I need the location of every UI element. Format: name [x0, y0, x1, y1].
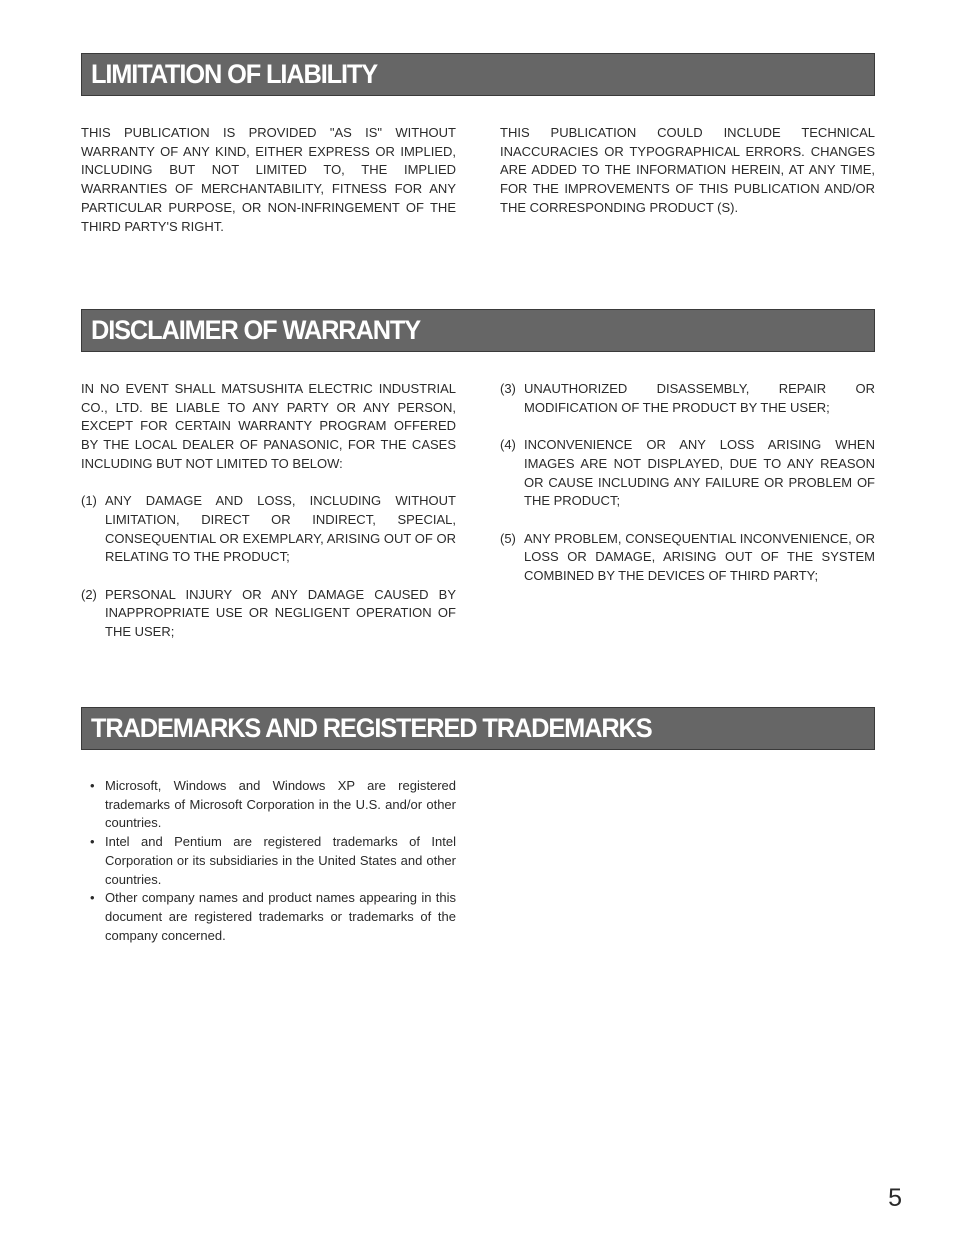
bullet-icon: •	[90, 834, 95, 850]
warranty-left-column	[81, 380, 456, 642]
bullet-icon: •	[90, 778, 95, 793]
warranty-item	[500, 380, 875, 417]
item-number: (1)	[81, 493, 97, 509]
warranty-intro: IN NO EVENT SHALL MATSUSHITA ELECTRIC INDUSTRIAL CO., LTD. BE LIABLE TO ANY PARTY OR ANY PERSON, EXCEPT FOR CERTAIN WARRANTY PROGRAM OFFERED BY THE LOCAL DEALER OF PANASONIC, FOR THE CASES INCLUDING BUT NOT LIMITED TO BELOW:	[81, 381, 456, 471]
liability-paragraph: THIS PUBLICATION IS PROVIDED "AS IS" WITHOUT WARRANTY OF ANY KIND, EITHER EXPRESS OR IMPLIED, INCLUDING BUT NOT LIMITED TO, THE IMPLIED WARRANTIES OF MERCHANTABILITY, FITNESS FOR ANY PARTICULAR PURPOSE, OR NON-INFRINGEMENT OF THE THIRD PARTY'S RIGHT.	[81, 125, 456, 234]
item-number: (4)	[500, 437, 516, 453]
warranty-item	[81, 492, 456, 567]
page-number: 5	[888, 1184, 902, 1212]
item-text: UNAUTHORIZED DISASSEMBLY, REPAIR OR MODIFICATION OF THE PRODUCT BY THE USER;	[524, 381, 875, 415]
section-title: DISCLAIMER OF WARRANTY	[91, 315, 421, 345]
list-item	[90, 777, 456, 833]
section-header-liability	[81, 53, 875, 96]
item-text: INCONVENIENCE OR ANY LOSS ARISING WHEN IMAGES ARE NOT DISPLAYED, DUE TO ANY REASON OR CAUSE INCLUDING ANY FAILURE OR PROBLEM OF THE PRODUCT;	[524, 437, 875, 509]
section-title: TRADEMARKS AND REGISTERED TRADEMARKS	[91, 713, 652, 743]
bullet-icon: •	[90, 890, 95, 906]
list-item-text: Microsoft, Windows and Windows XP are registered trademarks of Microsoft Corporation in the U.S. and/or other countries.	[105, 778, 456, 831]
trademark-list	[90, 777, 456, 945]
section-header-trademarks	[81, 707, 875, 750]
warranty-item	[81, 586, 456, 642]
item-text: ANY DAMAGE AND LOSS, INCLUDING WITHOUT LIMITATION, DIRECT OR INDIRECT, SPECIAL, CONSEQUENTIAL OR EXEMPLARY, ARISING OUT OF OR RELATING TO THE PRODUCT;	[105, 493, 456, 565]
liability-right-column	[500, 124, 875, 218]
list-item-text: Intel and Pentium are registered trademarks of Intel Corporation or its subsidiaries in the United States and other countries.	[105, 834, 456, 887]
liability-left-column	[81, 124, 456, 236]
item-number: (2)	[81, 586, 97, 602]
item-text: PERSONAL INJURY OR ANY DAMAGE CAUSED BY INAPPROPRIATE USE OR NEGLIGENT OPERATION OF THE USER;	[105, 586, 456, 640]
item-number: (3)	[500, 381, 516, 396]
warranty-item	[500, 530, 875, 586]
section-title: LIMITATION OF LIABILITY	[91, 59, 378, 89]
list-item	[90, 889, 456, 945]
warranty-right-column	[500, 380, 875, 586]
list-item	[90, 833, 456, 889]
section-header-warranty	[81, 309, 875, 352]
list-item-text: Other company names and product names appearing in this document are registered trademarks or trademarks of the company concerned.	[105, 890, 456, 943]
item-text: ANY PROBLEM, CONSEQUENTIAL INCONVENIENCE, OR LOSS OR DAMAGE, ARISING OUT OF THE SYSTEM COMBINED BY THE DEVICES OF THIRD PARTY;	[524, 530, 875, 583]
warranty-item	[500, 436, 875, 511]
liability-paragraph: THIS PUBLICATION COULD INCLUDE TECHNICAL INACCURACIES OR TYPOGRAPHICAL ERRORS. CHANGES ARE ADDED TO THE INFORMATION HEREIN, AT ANY TIME, FOR THE IMPROVEMENTS OF THIS PUBLICATION AND/OR THE CORRESPONDING PRODUCT (S).	[500, 125, 875, 215]
item-number: (5)	[500, 530, 516, 546]
